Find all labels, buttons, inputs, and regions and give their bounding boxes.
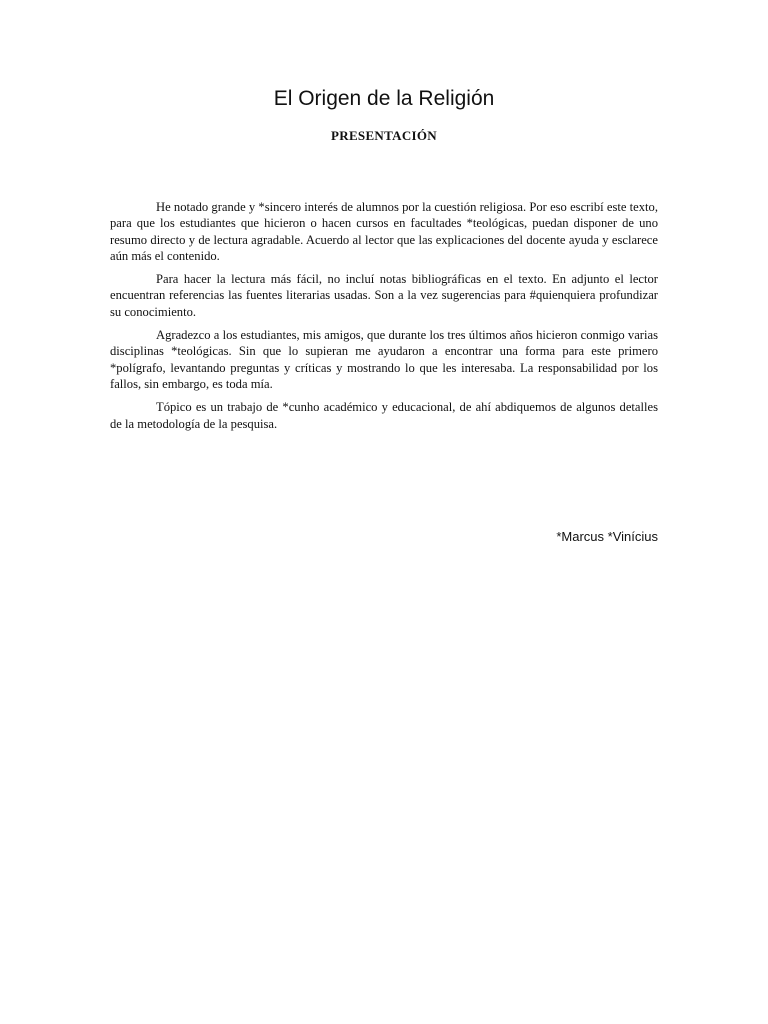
document-title: El Origen de la Religión	[273, 87, 495, 110]
paragraph-4: Tópico es un trabajo de *cunho académico y educacional, de ahí abdiquemos de algunos detalles de la metodología de la pesquisa.	[110, 400, 658, 431]
body-text	[110, 199, 658, 439]
paragraph-2: Para hacer la lectura más fácil, no incluí notas bibliográficas en el texto. En adjunto el lector encuentran referencias las fuentes literarias usadas. Son a la vez sugerencias para #quienquiera profundizar su conocimiento.	[110, 272, 658, 319]
paragraph-1: He notado grande y *sincero interés de alumnos por la cuestión religiosa. Por eso escribí este texto, para que los estudiantes que hicieron o hacen cursos en facultades *teológicas, puedan disponer de uno resumo directo y de lectura agradable. Acuerdo al lector que las explicaciones del docente ayuda y esclarece aún más el contenido.	[110, 200, 658, 263]
section-heading: PRESENTACIÓN	[331, 128, 437, 143]
paragraph-3: Agradezco a los estudiantes, mis amigos, que durante los tres últimos años hicieron conmigo varias disciplinas *teológicas. Sin que lo supieran me ayudaron a encontrar una forma para este primero *polígrafo, levantando preguntas y críticas y mostrando lo que les interesaba. La responsabilidad por los fallos, sin embargo, es toda mía.	[110, 328, 658, 391]
author-signature: *Marcus *Vinícius	[556, 529, 658, 544]
